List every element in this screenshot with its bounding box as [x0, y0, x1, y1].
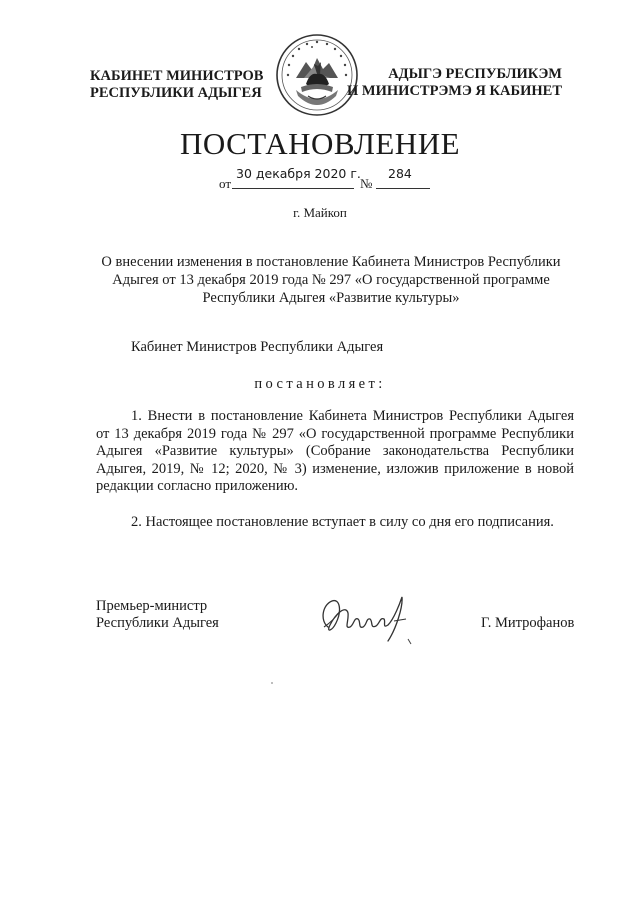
- decree-word: постановляет:: [254, 376, 386, 392]
- signatory-name: Г. Митрофанов: [481, 615, 575, 631]
- document-title: ПОСТАНОВЛЕНИЕ: [179, 126, 461, 161]
- signatory-role: [96, 598, 219, 632]
- date-prefix: от: [219, 176, 232, 191]
- header-left: [90, 68, 263, 102]
- number-prefix: №: [360, 176, 373, 191]
- header-right-line1: АДЫГЭ РЕСПУБЛИКЭМ: [388, 66, 562, 82]
- number-underline: [376, 188, 430, 189]
- document-subject: О внесении изменения в постановление Кабинета Министров Республики Адыгея от 13 декабря 2019 года № 297 «О государственной программе Республики Адыгея «Развитие культуры»: [101, 254, 561, 306]
- header-right-line2: И МИНИСТРЭМЭ Я КАБИНЕТ: [347, 83, 562, 99]
- city: г. Майкоп: [293, 205, 347, 220]
- number-value: 284: [388, 166, 412, 181]
- header-left-line2: РЕСПУБЛИКИ АДЫГЕЯ: [90, 85, 262, 101]
- header-left-line1: КАБИНЕТ МИНИСТРОВ: [90, 68, 264, 84]
- signatory-role-line2: Республики Адыгея: [96, 615, 219, 631]
- paragraph-1: 1. Внести в постановление Кабинета Министров Республики Адыгея от 13 декабря 2019 года № 297 «О государственной программе Республики Адыгея «Развитие культуры» (Собрание законодательства Республики Адыгея, 2019, № 12; 2020, № 3) изменение, изложив приложение в новой редакции согласно приложению.: [96, 408, 574, 494]
- date-value: 30 декабря 2020 г.: [236, 166, 361, 181]
- header-right: [347, 66, 562, 100]
- scan-speck: [271, 682, 273, 684]
- date-underline: [232, 188, 354, 189]
- paragraph-2: 2. Настоящее постановление вступает в силу со дня его подписания.: [131, 514, 554, 530]
- cabinet-line: Кабинет Министров Республики Адыгея: [131, 339, 384, 355]
- signatory-role-line1: Премьер-министр: [96, 598, 208, 614]
- handwritten-signature: [310, 583, 420, 653]
